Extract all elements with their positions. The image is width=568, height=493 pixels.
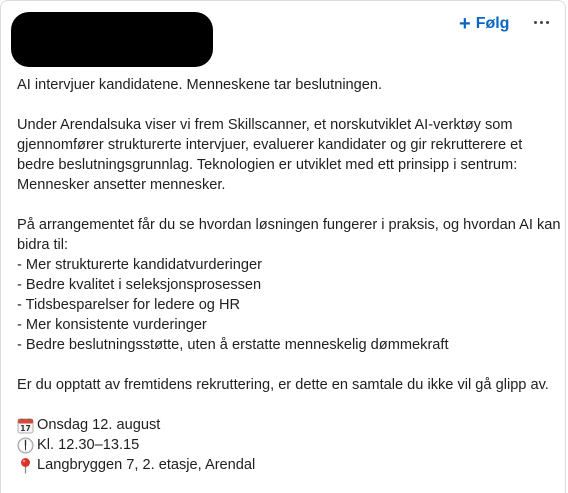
event-date <box>17 415 557 435</box>
svg-text:17: 17 <box>20 423 31 433</box>
clock-icon <box>17 437 34 454</box>
intro-line: bedre beslutningsgrunnlag. Teknologien er utviklet med ett prinsipp i sentrum: <box>17 157 518 173</box>
follow-label: Følg <box>475 15 510 32</box>
bullet-item: - Bedre kvalitet i seleksjonsprosessen <box>17 277 262 293</box>
event-location-text: Langbryggen 7, 2. etasje, Arendal <box>37 457 256 473</box>
plus-icon: + <box>459 13 471 35</box>
post-body <box>17 75 561 475</box>
event-location <box>17 455 557 475</box>
bullet-item: - Tidsbesparelser for ledere og HR <box>17 297 241 313</box>
event-time <box>17 435 557 455</box>
post-headline: AI intervjuer kandidatene. Menneskene tar beslutningen. <box>17 77 383 93</box>
pin-icon <box>17 457 34 474</box>
intro-line: Under Arendalsuka viser vi frem Skillscanner, et norskutviklet AI-verktøy som <box>17 117 513 133</box>
event-date-text: Onsdag 12. august <box>37 417 161 433</box>
intro-line: gjennomfører strukturerte intervjuer, evaluerer kandidater og gir rekrutterere et <box>17 137 523 153</box>
calendar-icon <box>17 417 34 434</box>
list-intro-line: På arrangementet får du se hvordan løsningen fungerer i praksis, og hvordan AI kan <box>17 217 561 233</box>
intro-line: Mennesker ansetter mennesker. <box>17 177 226 193</box>
bullet-item: - Mer konsistente vurderinger <box>17 317 207 333</box>
follow-button[interactable] <box>459 12 509 36</box>
bullet-item: - Mer strukturerte kandidatvurderinger <box>17 257 262 273</box>
more-options-button[interactable] <box>529 10 553 34</box>
ellipsis-icon <box>534 21 549 24</box>
list-intro-line: bidra til: <box>17 237 69 253</box>
bullet-item: - Bedre beslutningsstøtte, uten å erstatte menneskelig dømmekraft <box>17 337 449 353</box>
event-time-text: Kl. 12.30–13.15 <box>37 437 140 453</box>
redacted-author-block <box>11 12 213 67</box>
closing-line: Er du opptatt av fremtidens rekruttering, er dette en samtale du ikke vil gå glipp av. <box>17 377 549 393</box>
